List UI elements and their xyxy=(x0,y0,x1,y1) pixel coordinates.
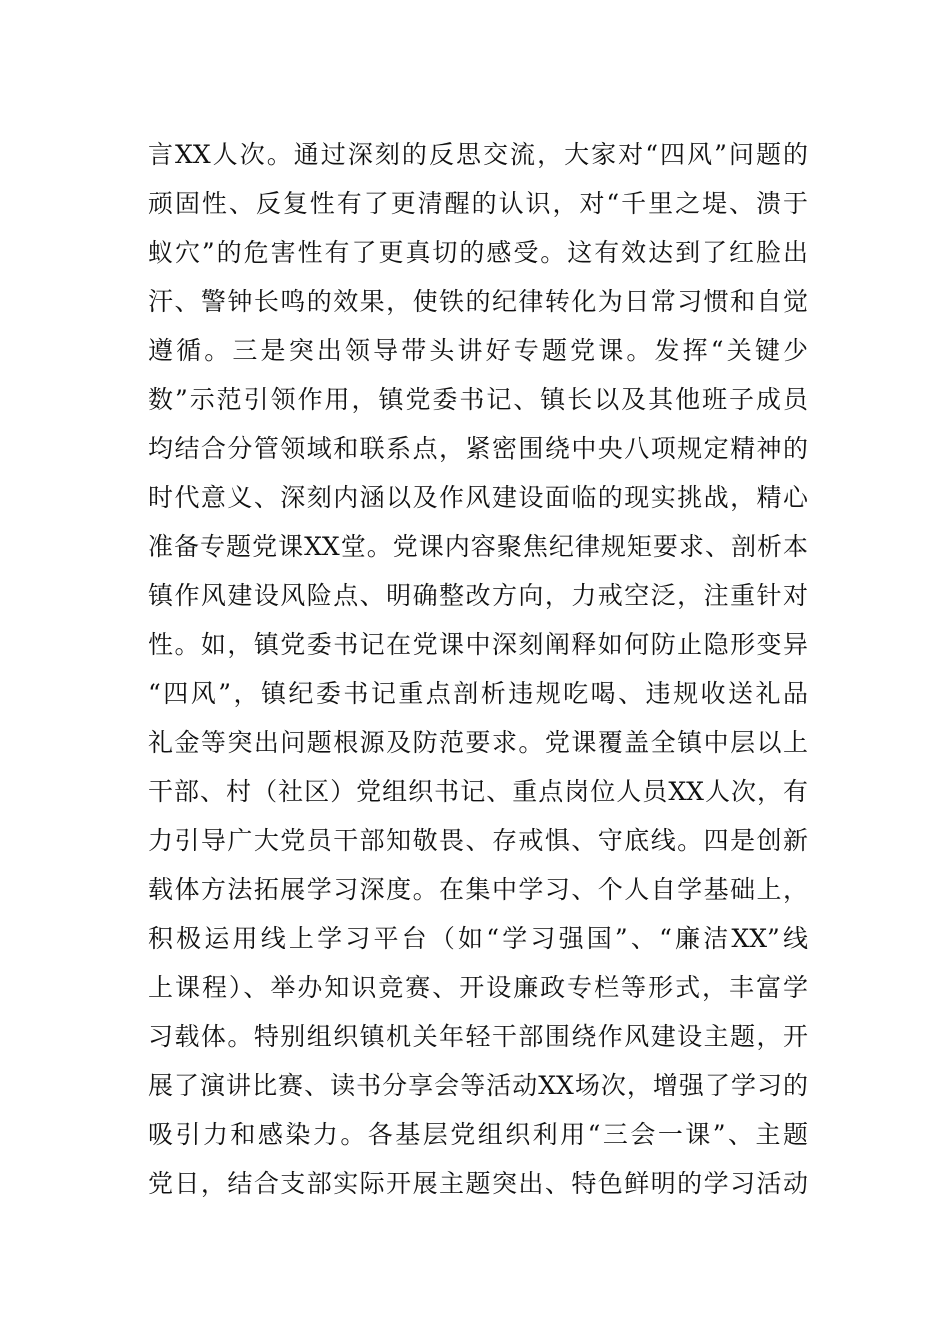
text-line: 准备专题党课XX堂。党课内容聚焦纪律规矩要求、剖析本 xyxy=(148,532,808,561)
text-line: 上课程）、举办知识竞赛、开设廉政专栏等形式，丰富学 xyxy=(148,973,808,1002)
text-line: 力引导广大党员干部知敬畏、存戒惧、守底线。四是创新 xyxy=(148,826,808,855)
text-line: “四风”，镇纪委书记重点剖析违规吃喝、违规收送礼品 xyxy=(148,679,808,708)
text-line: 顽固性、反复性有了更清醒的认识，对“千里之堤、溃于 xyxy=(148,189,808,218)
text-line: 干部、村（社区）党组织书记、重点岗位人员XX人次，有 xyxy=(148,777,808,806)
text-line: 遵循。三是突出领导带头讲好专题党课。发挥“关键少 xyxy=(148,336,808,365)
text-line: 展了演讲比赛、读书分享会等活动XX场次，增强了学习的 xyxy=(148,1071,808,1100)
text-line: 礼金等突出问题根源及防范要求。党课覆盖全镇中层以上 xyxy=(148,728,808,757)
text-line: 时代意义、深刻内涵以及作风建设面临的现实挑战，精心 xyxy=(148,483,808,512)
text-line: 镇作风建设风险点、明确整改方向，力戒空泛，注重针对 xyxy=(148,581,808,610)
text-line: 蚁穴”的危害性有了更真切的感受。这有效达到了红脸出 xyxy=(148,238,808,267)
text-line: 数”示范引领作用，镇党委书记、镇长以及其他班子成员 xyxy=(148,385,808,414)
text-line: 吸引力和感染力。各基层党组织利用“三会一课”、主题 xyxy=(148,1120,808,1149)
text-line: 均结合分管领域和联系点，紧密围绕中央八项规定精神的 xyxy=(148,434,808,463)
text-line: 积极运用线上学习平台（如“学习强国”、“廉洁XX”线 xyxy=(148,924,808,953)
text-line: 汗、警钟长鸣的效果，使铁的纪律转化为日常习惯和自觉 xyxy=(148,287,808,316)
text-line: 党日，结合支部实际开展主题突出、特色鲜明的学习活动 xyxy=(148,1169,808,1198)
text-line: 言XX人次。通过深刻的反思交流，大家对“四风”问题的 xyxy=(148,140,808,169)
body-paragraph xyxy=(148,130,808,1208)
text-line: 性。如，镇党委书记在党课中深刻阐释如何防止隐形变异 xyxy=(148,630,808,659)
text-line: 习载体。特别组织镇机关年轻干部围绕作风建设主题，开 xyxy=(148,1022,808,1051)
text-line: 载体方法拓展学习深度。在集中学习、个人自学基础上， xyxy=(148,875,808,904)
